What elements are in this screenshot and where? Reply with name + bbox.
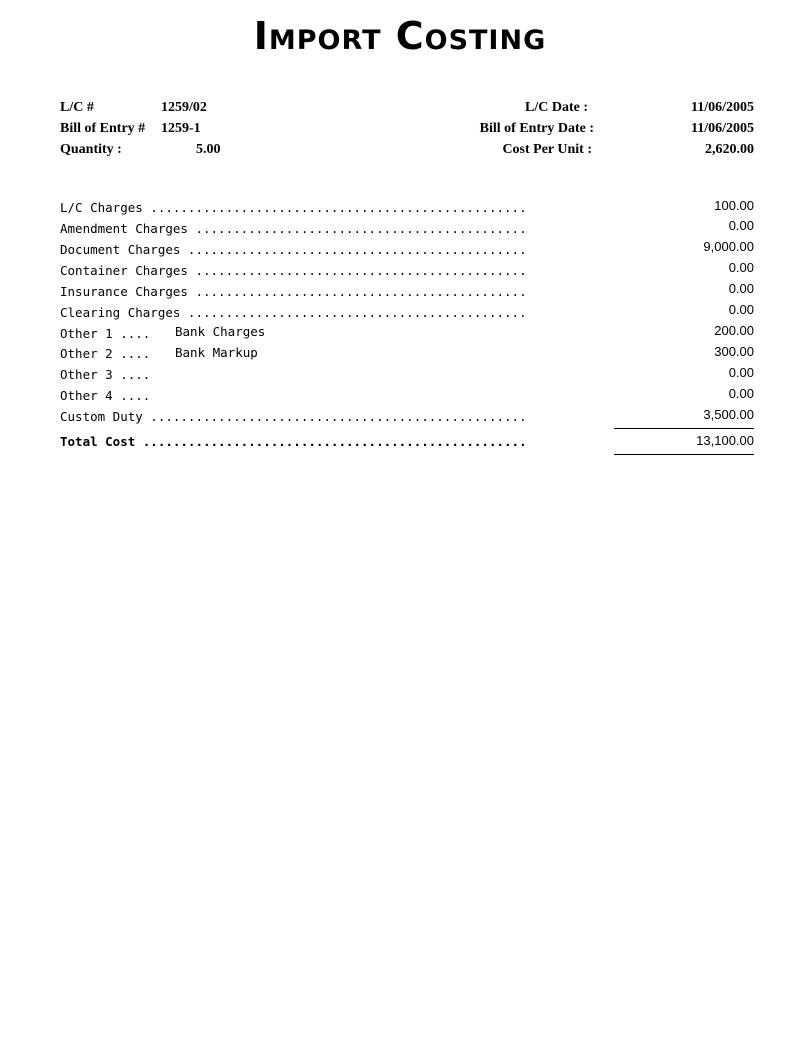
bill-of-entry-label: Bill of Entry # <box>60 121 146 136</box>
charge-amount-document: 9,000.00 <box>703 239 754 254</box>
charge-amount-other-4: 0.00 <box>728 386 754 401</box>
lc-date-label: L/C Date : <box>525 100 588 115</box>
total-cost-amount: 13,100.00 <box>696 433 754 448</box>
charge-description: Bank Charges <box>175 324 266 339</box>
charge-label: Other 2 .... <box>60 346 151 361</box>
lc-date-value: 11/06/2005 <box>690 100 754 115</box>
lc-number-label: L/C # <box>60 100 94 115</box>
subtotal-rule <box>614 428 754 429</box>
charge-label: Other 4 .... <box>60 388 151 403</box>
charge-amount-other-2: 300.00 <box>714 344 754 359</box>
report-title: Import Costing <box>253 14 547 58</box>
bill-of-entry-date-label: Bill of Entry Date : <box>479 121 594 136</box>
charge-amount-lc: 100.00 <box>714 198 754 213</box>
quantity-value: 5.00 <box>196 142 221 157</box>
charge-amount-insurance: 0.00 <box>728 281 754 296</box>
bill-of-entry-date-value: 11/06/2005 <box>690 121 754 136</box>
charge-amount-custom-duty: 3,500.00 <box>703 407 754 422</box>
charge-label: Container Charges ............................................ <box>60 263 527 278</box>
charge-label: Insurance Charges ............................................ <box>60 284 527 299</box>
cost-per-unit-value: 2,620.00 <box>705 142 754 157</box>
charge-amount-other-1: 200.00 <box>714 323 754 338</box>
quantity-label: Quantity : <box>60 142 122 157</box>
charge-amount-other-3: 0.00 <box>728 365 754 380</box>
total-rule <box>614 454 754 455</box>
charge-label: L/C Charges .................................................. <box>60 200 527 215</box>
charge-label: Custom Duty .................................................. <box>60 409 527 424</box>
total-cost-label: Total Cost ................................................... <box>60 434 527 449</box>
charge-description: Bank Markup <box>175 345 258 360</box>
lc-number-value: 1259/02 <box>161 100 207 115</box>
charge-label: Clearing Charges ............................................. <box>60 305 527 320</box>
cost-per-unit-label: Cost Per Unit : <box>502 142 592 157</box>
charge-label: Document Charges ............................................. <box>60 242 527 257</box>
charge-amount-amendment: 0.00 <box>728 218 754 233</box>
charge-label: Other 3 .... <box>60 367 151 382</box>
bill-of-entry-value: 1259-1 <box>161 121 201 136</box>
charge-amount-clearing: 0.00 <box>728 302 754 317</box>
charge-label: Amendment Charges ............................................ <box>60 221 527 236</box>
charge-amount-container: 0.00 <box>728 260 754 275</box>
charge-label: Other 1 .... <box>60 326 151 341</box>
